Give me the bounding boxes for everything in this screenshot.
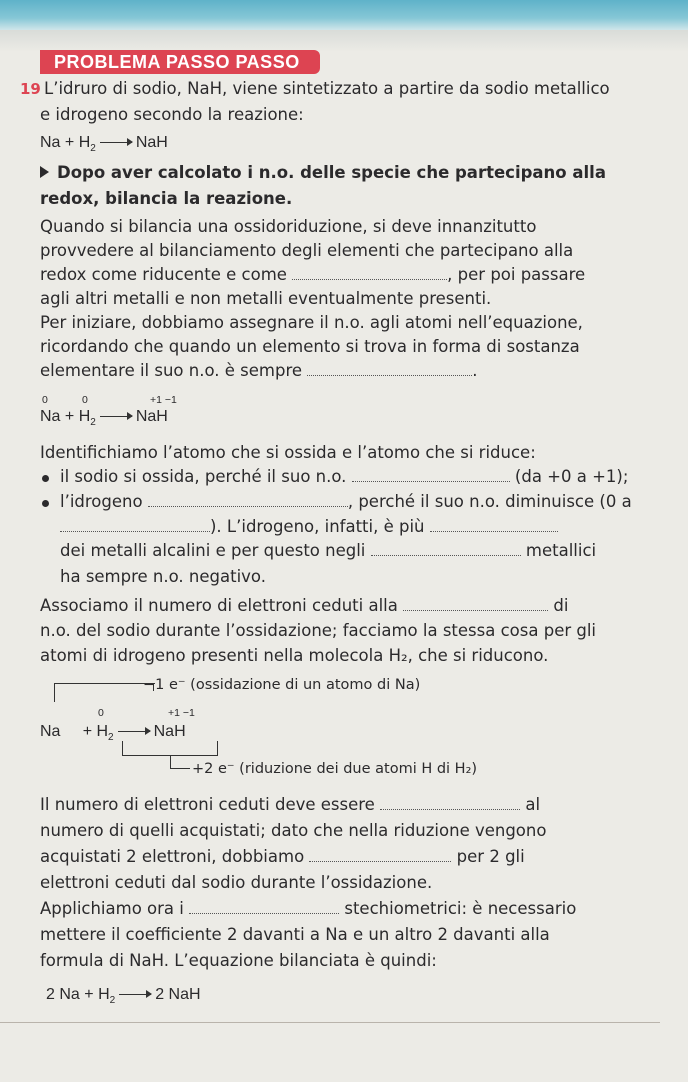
oxidation-bracket (54, 683, 155, 702)
text-l29b: stechiometrici: è necessario (344, 899, 577, 918)
eq4-coef-na: 2 (46, 986, 55, 1003)
eq1-sub: 2 (90, 143, 96, 155)
text-line-10: Per iniziare, dobbiamo assegnare il n.o. agli atomi nell’equazione, (40, 313, 583, 332)
text-line-21: n.o. del sodio durante l’ossidazione; facciamo la stessa cosa per gli (40, 621, 597, 640)
bottom-rule (0, 1022, 660, 1023)
equation-balanced (46, 986, 201, 1006)
reaction-arrow-icon (100, 142, 132, 143)
eq4-h: H (98, 986, 110, 1003)
intro-line-2: e idrogeno secondo la reazione: (40, 105, 304, 124)
text-line-16 (60, 491, 632, 513)
text-line-20 (40, 595, 568, 617)
intro-line-1: L’idruro di sodio, NaH, viene sintetizzato a partire da sodio metallico (44, 79, 610, 98)
text-l16a: l’idrogeno (60, 492, 143, 511)
eq4-nah: NaH (168, 986, 201, 1003)
reaction-arrow-icon (119, 994, 151, 995)
text-line-28: elettroni ceduti dal sodio durante l’ossidazione. (40, 873, 433, 892)
fill-blank[interactable] (380, 795, 520, 810)
reduction-bracket-stem (170, 755, 171, 769)
page-top-strip (0, 0, 688, 30)
text-line-25 (40, 794, 540, 816)
eq1-nah: NaH (135, 134, 168, 151)
oxidation-label-text: −1 e⁻ (ossidazione di un atomo di Na) (143, 677, 421, 693)
fill-blank[interactable] (430, 517, 558, 532)
page-top-shade (0, 30, 688, 52)
section-banner (40, 50, 320, 74)
eq4-na: Na (59, 986, 80, 1003)
bullet-icon (42, 500, 49, 507)
task-text: Dopo aver calcolato i n.o. delle specie che partecipano alla (57, 163, 606, 182)
text-l18a: dei metalli alcalini e per questo negli (60, 541, 366, 560)
text-line-12 (40, 360, 478, 382)
text-l27b: per 2 gli (456, 847, 525, 866)
ox-nah: +1 −1 (150, 394, 177, 406)
ox-h: 0 (82, 394, 88, 406)
banner-title: PROBLEMA PASSO PASSO (54, 52, 300, 72)
text-line-26: numero di quelli acquistati; dato che nella riduzione vengono (40, 821, 547, 840)
text-l12: elementare il suo n.o. è sempre (40, 361, 303, 380)
text-l12b: . (472, 361, 478, 380)
text-line-29 (40, 898, 576, 920)
eq3-sub: 2 (108, 732, 114, 744)
fill-blank[interactable] (371, 541, 521, 556)
eq4-sub: 2 (109, 995, 116, 1007)
text-l16b: , perché il suo n.o. diminuisce (0 a (347, 492, 632, 511)
text-l20a: Associamo il numero di elettroni ceduti alla (40, 596, 398, 615)
reaction-arrow-icon (100, 416, 132, 417)
eq4-coef-nah: 2 (155, 986, 165, 1003)
ox-nah-diagram: +1 −1 (168, 707, 195, 719)
eq4-plus: + (84, 986, 94, 1003)
eq2-nah: NaH (135, 408, 168, 425)
text-line-14: Identifichiamo l’atomo che si ossida e l’atomo che si riduce: (40, 443, 536, 462)
eq3-plus: + (82, 723, 93, 740)
bullet-icon (42, 475, 49, 482)
eq2-sub: 2 (90, 417, 96, 429)
text-l25b: al (525, 795, 541, 814)
reduction-bracket (122, 741, 218, 756)
text-l17a: ). L’idrogeno, infatti, è più (210, 517, 425, 536)
text-line-30: mettere il coefficiente 2 davanti a Na e un altro 2 davanti alla (40, 925, 550, 944)
fill-blank[interactable] (352, 467, 510, 482)
text-l8b: , per poi passare (447, 265, 586, 284)
fill-blank[interactable] (307, 361, 472, 376)
eq3-na: Na (40, 723, 61, 740)
eq1-h: H (78, 134, 91, 151)
fill-blank[interactable] (292, 265, 447, 280)
eq3-h: H (96, 723, 109, 740)
fill-blank[interactable] (189, 899, 339, 914)
text-l25a: Il numero di elettroni ceduti deve essere (40, 795, 375, 814)
text-l15a: il sodio si ossida, perché il suo n.o. (60, 467, 347, 486)
text-l15b: (da +0 a +1); (514, 467, 629, 486)
text-line-11: ricordando che quando un elemento si trova in forma di sostanza (40, 337, 580, 356)
ox-h-diagram: 0 (98, 707, 104, 719)
play-triangle-icon (40, 166, 49, 178)
oxidation-label (143, 674, 420, 696)
fill-blank[interactable] (148, 492, 348, 507)
problem-number: 19 (20, 80, 41, 98)
text-l27a: acquistati 2 elettroni, dobbiamo (40, 847, 305, 866)
equation-with-ox (40, 408, 168, 428)
text-line-15 (60, 466, 628, 488)
text-line-27 (40, 846, 525, 868)
reaction-arrow-icon (118, 731, 150, 732)
text-l29a: Applichiamo ora i (40, 899, 184, 918)
text-line-6: Quando si bilancia una ossidoriduzione, si deve innanzitutto (40, 217, 537, 236)
text-line-18 (60, 540, 596, 562)
task-line-1 (40, 162, 606, 184)
reduction-bracket-foot (170, 768, 190, 769)
fill-blank[interactable] (403, 596, 548, 611)
reduction-label (192, 758, 477, 780)
equation-unbalanced (40, 134, 168, 154)
text-line-22: atomi di idrogeno presenti nella molecola H₂, che si riducono. (40, 646, 549, 665)
eq3-nah: NaH (153, 723, 186, 740)
text-line-7: provvedere al bilanciamento degli elementi che partecipano alla (40, 241, 574, 260)
text-l18b: metallici (525, 541, 597, 560)
ox-na: 0 (42, 394, 48, 406)
fill-blank[interactable] (309, 847, 451, 862)
reduction-label-text: +2 e⁻ (riduzione dei due atomi H di H₂) (192, 761, 478, 777)
task-line-2: redox, bilancia la reazione. (40, 189, 293, 208)
text-line-17 (60, 516, 558, 538)
text-line-19: ha sempre n.o. negativo. (60, 567, 266, 586)
fill-blank[interactable] (60, 517, 210, 532)
text-l20b: di (553, 596, 569, 615)
eq2-h: H (78, 408, 91, 425)
text-line-31: formula di NaH. L’equazione bilanciata è quindi: (40, 951, 437, 970)
eq1-na: Na (40, 134, 61, 151)
text-l8a: redox come riducente e come (40, 265, 287, 284)
eq2-plus: + (64, 408, 75, 425)
eq2-na: Na (40, 408, 61, 425)
eq1-plus: + (64, 134, 75, 151)
text-line-8 (40, 264, 585, 286)
text-line-9: agli altri metalli e non metalli eventualmente presenti. (40, 289, 492, 308)
